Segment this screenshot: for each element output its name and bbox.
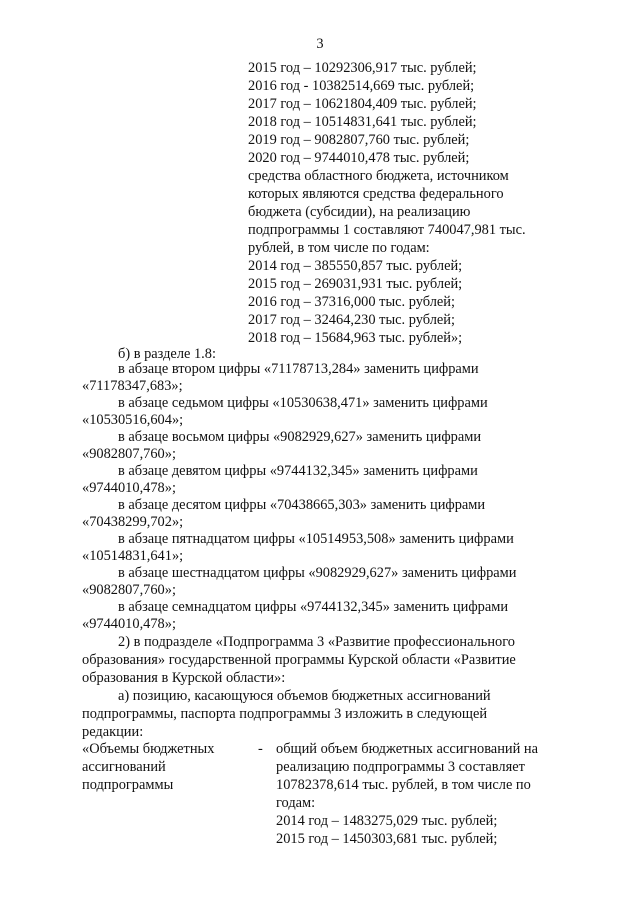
replacement-item-value: «9082807,760»; (82, 582, 176, 598)
regional-year-line: 2014 год – 385550,857 тыс. рублей; (248, 258, 463, 274)
replacement-item-value: «9744010,478»; (82, 616, 176, 632)
table-right-text: общий объем бюджетных ассигнований на (276, 741, 538, 757)
replacement-item-value: «9744010,478»; (82, 480, 176, 496)
replacement-item-value: «71178347,683»; (82, 378, 183, 394)
regional-text-line: рублей, в том числе по годам: (248, 240, 430, 256)
replacement-item-line: в абзаце седьмом цифры «10530638,471» заменить цифрами (118, 395, 488, 411)
replacement-item-line: в абзаце шестнадцатом цифры «9082929,627» заменить цифрами (118, 565, 517, 581)
table-left-label: «Объемы бюджетных (82, 741, 215, 757)
table-left-label: ассигнований (82, 759, 166, 775)
table-year-line: 2014 год – 1483275,029 тыс. рублей; (276, 813, 498, 829)
year-line-2020: 2020 год – 9744010,478 тыс. рублей; (248, 150, 470, 166)
year-line-2017: 2017 год – 10621804,409 тыс. рублей; (248, 96, 477, 112)
regional-year-line: 2018 год – 15684,963 тыс. рублей»; (248, 330, 463, 346)
replacement-item-line: в абзаце семнадцатом цифры «9744132,345» заменить цифрами (118, 599, 509, 615)
table-right-text: 10782378,614 тыс. рублей, в том числе по (276, 777, 531, 793)
replacement-item-line: в абзаце десятом цифры «70438665,303» заменить цифрами (118, 497, 486, 513)
regional-text-line: бюджета (субсидии), на реализацию (248, 204, 471, 220)
section-2-line: образования» государственной программы Курской области «Развитие (82, 652, 516, 668)
regional-text-line: которых являются средства федерального (248, 186, 504, 202)
section-b-heading: б) в разделе 1.8: (118, 346, 216, 362)
section-a-line: редакции: (82, 724, 144, 740)
section-a-line: а) позицию, касающуюся объемов бюджетных ассигнований (118, 688, 491, 704)
regional-year-line: 2017 год – 32464,230 тыс. рублей; (248, 312, 455, 328)
section-2-line: образования в Курской области»: (82, 670, 286, 686)
replacement-item-value: «9082807,760»; (82, 446, 176, 462)
replacement-item-line: в абзаце девятом цифры «9744132,345» заменить цифрами (118, 463, 478, 479)
section-a-line: подпрограммы, паспорта подпрограммы 3 изложить в следующей (82, 706, 488, 722)
table-right-text: годам: (276, 795, 316, 811)
page-number: 3 (316, 36, 324, 52)
table-dash: - (258, 741, 263, 757)
year-line-2015: 2015 год – 10292306,917 тыс. рублей; (248, 60, 477, 76)
table-year-line: 2015 год – 1450303,681 тыс. рублей; (276, 831, 498, 847)
year-line-2018: 2018 год – 10514831,641 тыс. рублей; (248, 114, 477, 130)
replacement-item-line: в абзаце пятнадцатом цифры «10514953,508» заменить цифрами (118, 531, 514, 547)
regional-text-line: средства областного бюджета, источником (248, 168, 509, 184)
regional-year-line: 2015 год – 269031,931 тыс. рублей; (248, 276, 463, 292)
table-left-label: подпрограммы (82, 777, 174, 793)
year-line-2016: 2016 год - 10382514,669 тыс. рублей; (248, 78, 475, 94)
regional-text-line: подпрограммы 1 составляют 740047,981 тыс. (248, 222, 526, 238)
replacement-item-value: «10514831,641»; (82, 548, 184, 564)
section-2-line: 2) в подразделе «Подпрограмма 3 «Развитие профессионального (118, 634, 515, 650)
regional-year-line: 2016 год – 37316,000 тыс. рублей; (248, 294, 455, 310)
replacement-item-value: «10530516,604»; (82, 412, 184, 428)
replacement-item-line: в абзаце восьмом цифры «9082929,627» заменить цифрами (118, 429, 482, 445)
replacement-item-line: в абзаце вторoм цифры «71178713,284» заменить цифрами (118, 361, 479, 377)
year-line-2019: 2019 год – 9082807,760 тыс. рублей; (248, 132, 470, 148)
replacement-item-value: «70438299,702»; (82, 514, 184, 530)
table-right-text: реализацию подпрограммы 3 составляет (276, 759, 525, 775)
